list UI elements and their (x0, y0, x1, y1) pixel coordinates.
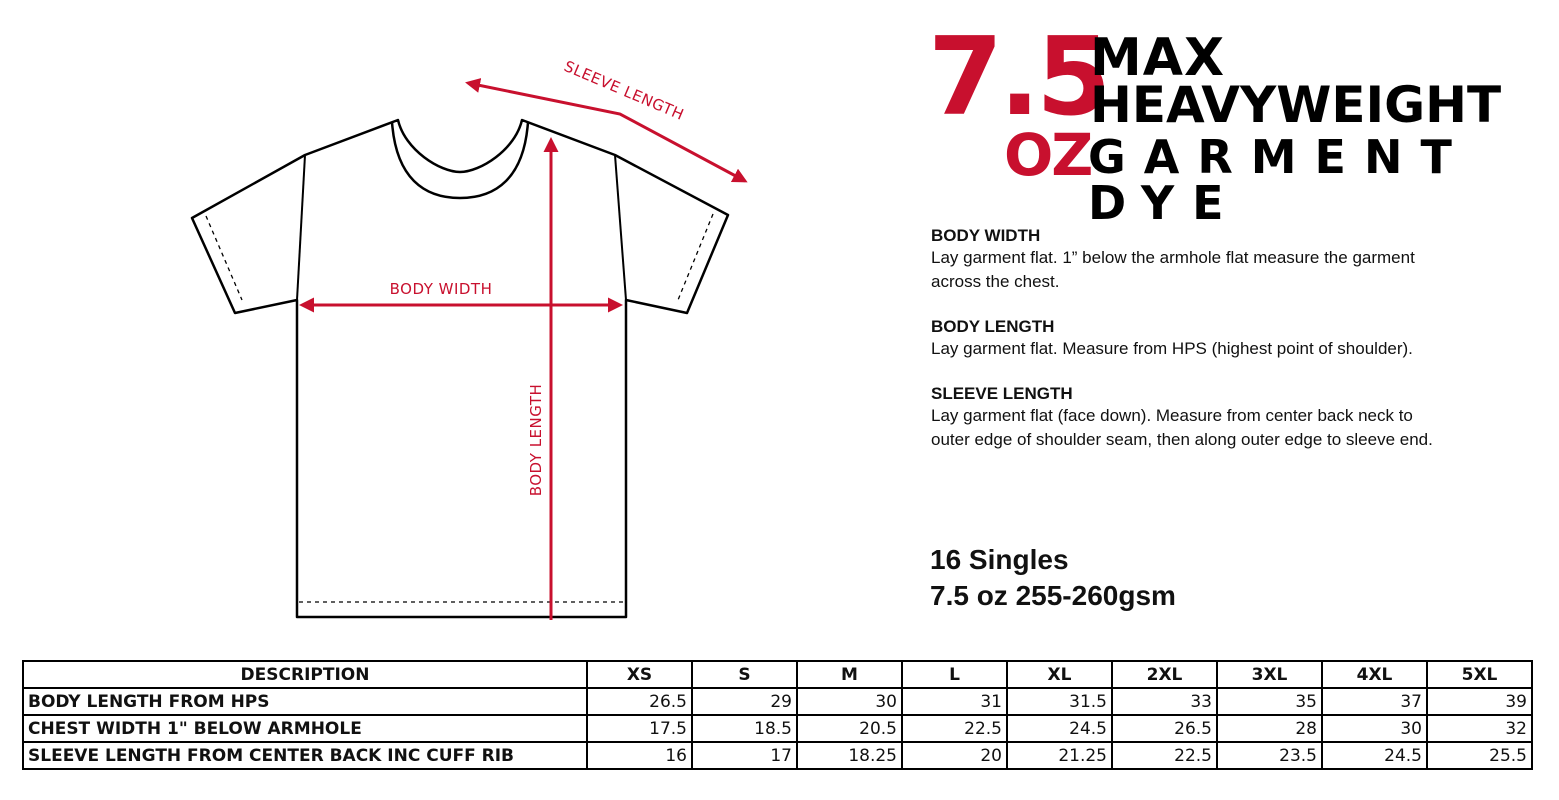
instruction-body-length (931, 316, 1451, 361)
column-header: 3XL (1217, 661, 1322, 688)
table-cell: 18.5 (692, 715, 797, 742)
table-cell: 39 (1427, 688, 1532, 715)
table-cell: 29 (692, 688, 797, 715)
brand-weight-number: 7.5 (928, 15, 1108, 140)
table-cell: 31 (902, 688, 1007, 715)
column-header: 4XL (1322, 661, 1427, 688)
column-header: S (692, 661, 797, 688)
table-cell: 30 (1322, 715, 1427, 742)
instruction-text: Lay garment flat (face down). Measure from center back neck to outer edge of shoulder seam, then along outer edge to sleeve end. (931, 406, 1433, 449)
spec-weight: 7.5 oz 255-260gsm (930, 580, 1176, 611)
table-cell: 20.5 (797, 715, 902, 742)
table-cell: 32 (1427, 715, 1532, 742)
table-cell: 33 (1112, 688, 1217, 715)
table-cell: 28 (1217, 715, 1322, 742)
brand-line-garment-dye: GARMENT DYE (1088, 130, 1470, 230)
body-length-label: BODY LENGTH (527, 383, 545, 497)
table-cell: 23.5 (1217, 742, 1322, 769)
table-cell: 22.5 (1112, 742, 1217, 769)
table-cell: 17.5 (587, 715, 692, 742)
table-cell: 37 (1322, 688, 1427, 715)
column-header: XS (587, 661, 692, 688)
table-cell: 26.5 (587, 688, 692, 715)
table-row (23, 688, 1532, 715)
tshirt-diagram (0, 0, 900, 640)
instruction-title: BODY WIDTH (931, 226, 1041, 245)
table-row (23, 742, 1532, 769)
measurement-instructions (931, 225, 1451, 474)
brand-weight-unit: OZ (1004, 121, 1092, 189)
table-cell: 22.5 (902, 715, 1007, 742)
column-header: 2XL (1112, 661, 1217, 688)
table-cell: 16 (587, 742, 692, 769)
column-header: M (797, 661, 902, 688)
brand-line-max: MAX (1090, 28, 1226, 88)
row-label: BODY LENGTH FROM HPS (23, 688, 587, 715)
table-header-row (23, 661, 1532, 688)
instruction-title: BODY LENGTH (931, 317, 1055, 336)
column-header: DESCRIPTION (23, 661, 587, 688)
table-cell: 18.25 (797, 742, 902, 769)
instruction-body-width (931, 225, 1451, 294)
table-cell: 24.5 (1007, 715, 1112, 742)
fabric-specs (930, 542, 1176, 614)
table-cell: 17 (692, 742, 797, 769)
table-cell: 31.5 (1007, 688, 1112, 715)
row-label: SLEEVE LENGTH FROM CENTER BACK INC CUFF RIB (23, 742, 587, 769)
table-cell: 24.5 (1322, 742, 1427, 769)
table-cell: 26.5 (1112, 715, 1217, 742)
brand-logo (928, 15, 1528, 230)
row-label: CHEST WIDTH 1" BELOW ARMHOLE (23, 715, 587, 742)
table-cell: 35 (1217, 688, 1322, 715)
table-cell: 25.5 (1427, 742, 1532, 769)
table-cell: 30 (797, 688, 902, 715)
column-header: L (902, 661, 1007, 688)
column-header: XL (1007, 661, 1112, 688)
instruction-sleeve-length (931, 383, 1451, 452)
column-header: 5XL (1427, 661, 1532, 688)
instruction-text: Lay garment flat. 1” below the armhole flat measure the garment across the chest. (931, 248, 1415, 291)
table-cell: 21.25 (1007, 742, 1112, 769)
sleeve-length-label: SLEEVE LENGTH (561, 57, 687, 124)
instruction-title: SLEEVE LENGTH (931, 384, 1073, 403)
size-chart-table (22, 660, 1533, 770)
instruction-text: Lay garment flat. Measure from HPS (highest point of shoulder). (931, 339, 1413, 358)
table-row (23, 715, 1532, 742)
body-width-label: BODY WIDTH (389, 280, 493, 298)
tshirt-outline (192, 120, 728, 617)
brand-line-heavyweight: HEAVYWEIGHT (1090, 76, 1502, 134)
spec-yarn: 16 Singles (930, 544, 1069, 575)
table-cell: 20 (902, 742, 1007, 769)
